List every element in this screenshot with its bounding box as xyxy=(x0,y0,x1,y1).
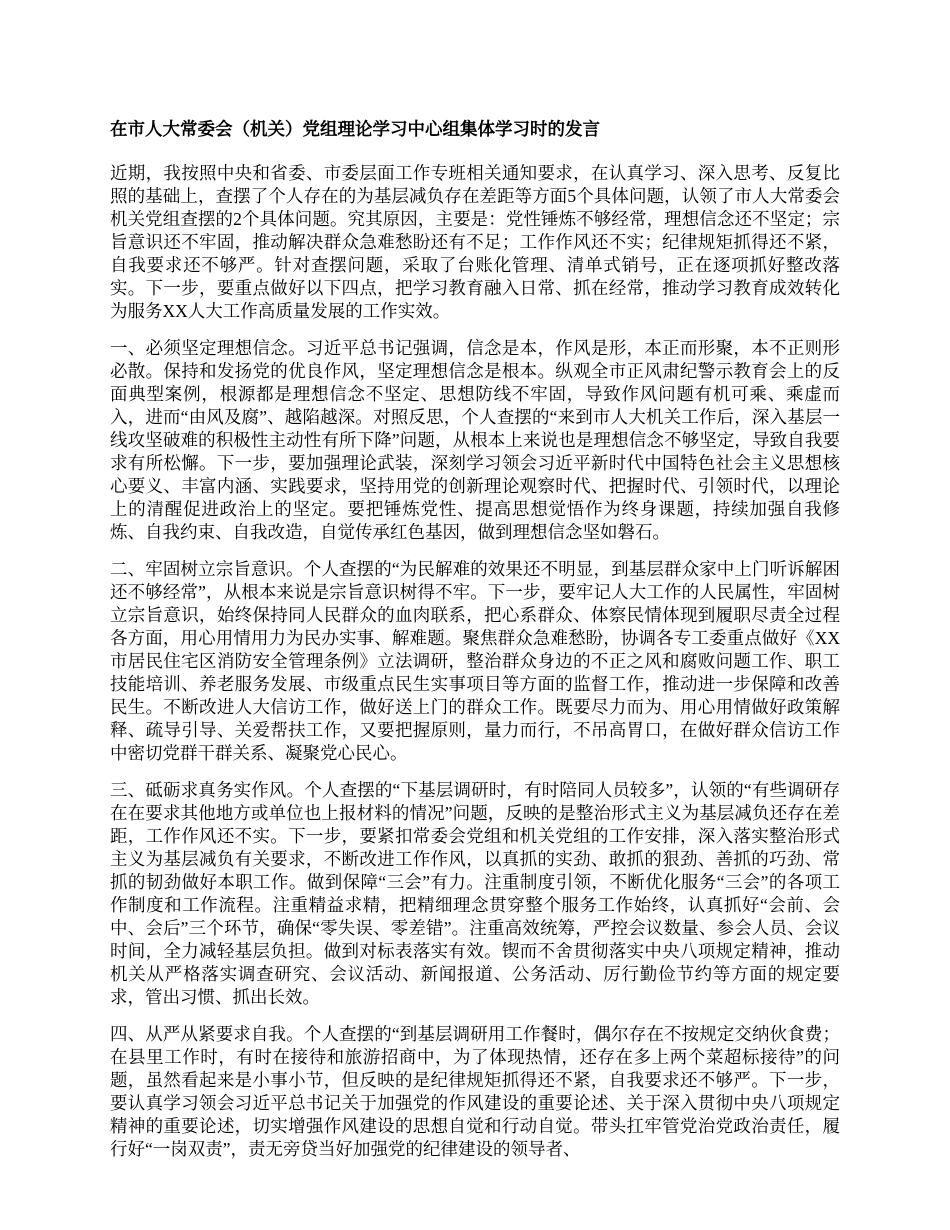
paragraph-section-2: 二、牢固树立宗旨意识。个人查摆的“为民解难的效果还不明显，到基层群众家中上门听诉解困还不够经常”，从根本来说是宗旨意识树得不牢。下一步，要牢记人大工作的人民属性，牢固树立宗旨意识，始终保持同人民群众的血肉联系，把心系群众、体察民情体现到履职尽责全过程各方面，用心用情用力为民办实事、解难题。聚焦群众急难愁盼，协调各专工委重点做好《XX市居民住宅区消防安全管理条例》立法调研，整治群众身边的不正之风和腐败问题工作、职工技能培训、养老服务发展、市级重点民生实事项目等方面的监督工作，推动进一步保障和改善民生。不断改进人大信访工作，做好送上门的群众工作。既要尽力而为、用心用情做好政策解释、疏导引导、关爱帮扶工作，又要把握原则，量力而行，不吊高胃口，在做好群众信访工作中密切党群干群关系、凝聚党心民心。 xyxy=(110,559,840,763)
document-body xyxy=(110,162,840,1161)
paragraph-intro: 近期，我按照中央和省委、市委层面工作专班相关通知要求，在认真学习、深入思考、反复比照的基础上，查摆了个人存在的为基层减负存在差距等方面5个具体问题，认领了市人大常委会机关党组查摆的2个具体问题。究其原因，主要是：党性锤炼不够经常，理想信念还不坚定；宗旨意识还不牢固，推动解决群众急难愁盼还有不足；工作作风还不实；纪律规矩抓得还不紧，自我要求还不够严。针对查摆问题，采取了台账化管理、清单式销号，正在逐项抓好整改落实。下一步，要重点做好以下四点，把学习教育融入日常、抓在经常，推动学习教育成效转化为服务XX人大工作高质量发展的工作实效。 xyxy=(110,163,840,321)
paragraph-section-3: 三、砥砺求真务实作风。个人查摆的“下基层调研时，有时陪同人员较多”，认领的“有些调研存在在要求其他地方或单位也上报材料的情况”问题，反映的是整治形式主义为基层减负还存在差距，工作作风还不实。下一步，要紧扣常委会党组和机关党组的工作安排，深入落实整治形式主义为基层减负有关要求，不断改进工作作风，以真抓的实劲、敢抓的狠劲、善抓的巧劲、常抓的韧劲做好本职工作。做到保障“三会”有力。注重制度引领，不断优化服务“三会”的各项工作制度和工作流程。注重精益求精，把精细理念贯穿整个服务工作始终，认真抓好“会前、会中、会后”三个环节，确保“零失误、零差错”。注重高效统筹，严控会议数量、参会人员、会议时间，全力减轻基层负担。做到对标表落实有效。锲而不舍贯彻落实中央八项规定精神，推动机关从严格落实调查研究、会议活动、新闻报道、公务活动、厉行勤俭节约等方面的规定要求，管出习惯、抓出长效。 xyxy=(110,780,840,1007)
paragraph-section-1: 一、必须坚定理想信念。习近平总书记强调，信念是本，作风是形，本正而形聚，本不正则形必散。保持和发扬党的优良作风，坚定理想信念是根本。纵观全市正风肃纪警示教育会上的反面典型案例，根源都是理想信念不坚定、思想防线不牢固，导致作风问题有机可乘、乘虚而入，进而“由风及腐”、越陷越深。对照反思，个人查摆的“来到市人大机关工作后，深入基层一线攻坚破难的积极性主动性有所下降”问题，从根本上来说也是理想信念不够坚定，导致自我要求有所松懈。下一步，要加强理论武装，深刻学习领会习近平新时代中国特色社会主义思想核心要义、丰富内涵、实践要求，坚持用党的创新理论观察时代、把握时代、引领时代，以理论上的清醒促进政治上的坚定。要把锤炼党性、提高思想觉悟作为终身课题，持续加强自我修炼、自我约束、自我改造，自觉传承红色基因，做到理想信念坚如磐石。 xyxy=(110,338,840,542)
document-title: 在市人大常委会（机关）党组理论学习中心组集体学习时的发言 xyxy=(110,119,600,139)
paragraph-section-4: 四、从严从紧要求自我。个人查摆的“到基层调研用工作餐时，偶尔存在不按规定交纳伙食费；在县里工作时，有时在接待和旅游招商中，为了体现热情，还存在多上两个菜超标接待”的问题，虽然看起来是小事小节，但反映的是纪律规矩抓得还不紧，自我要求还不够严。下一步，要认真学习领会习近平总书记关于加强党的作风建设的重要论述、关于深入贯彻中央八项规定精神的重要论述，切实增强作风建设的思想自觉和行动自觉。带头扛牢管党治党政治责任，履行好“一岗双责”，责无旁贷当好加强党的纪律建设的领导者、 xyxy=(110,1024,840,1159)
